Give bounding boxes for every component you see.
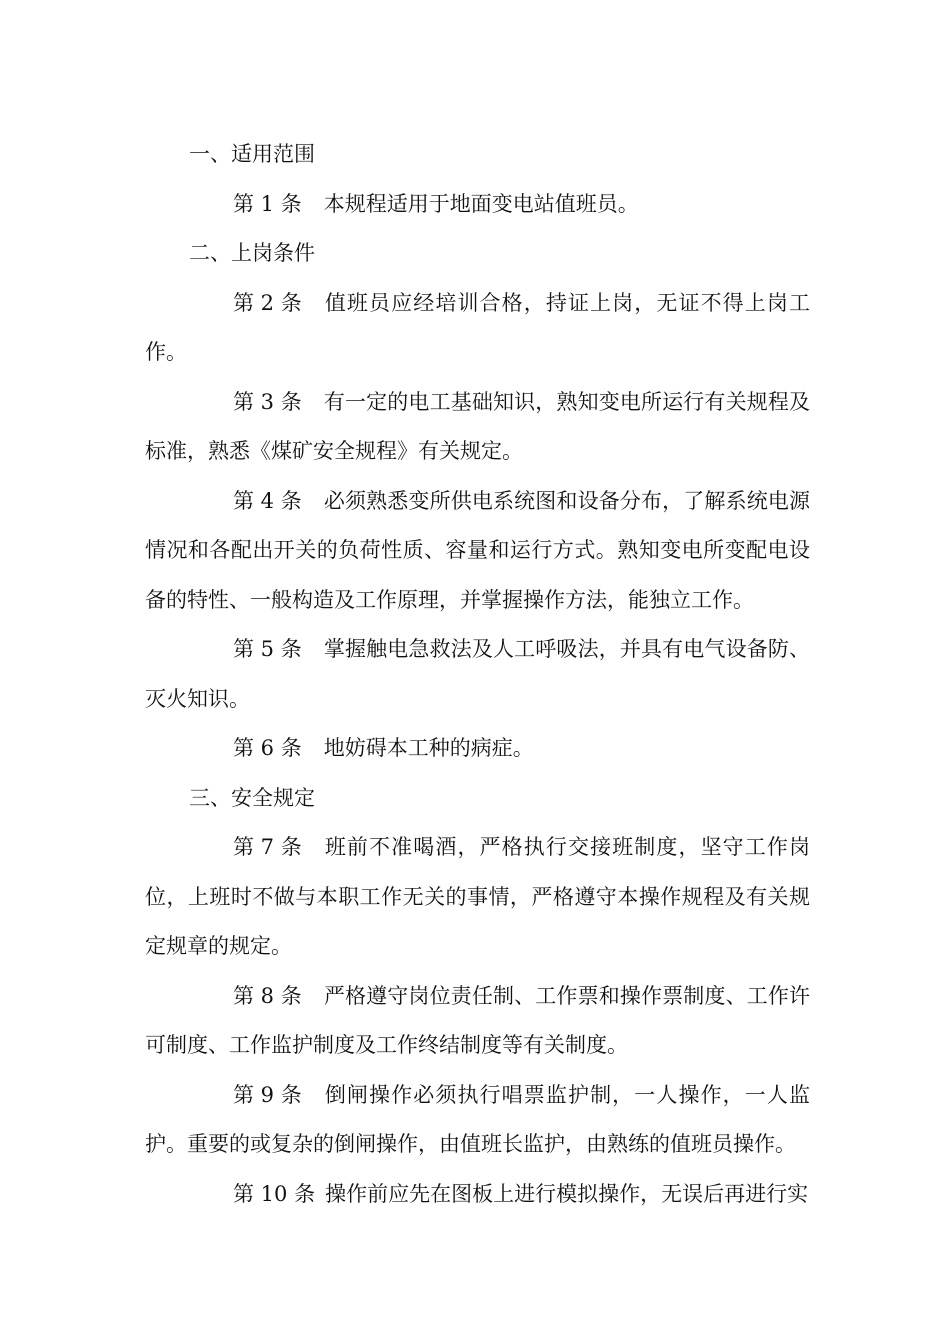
paragraph-text: 二、上岗条件: [189, 241, 315, 265]
article-label: 第 9 条: [233, 1082, 302, 1107]
paragraph-text: 值班员应经培训合格，持证上岗，无证不得上岗工作。: [145, 290, 810, 364]
article-paragraph: [145, 378, 810, 477]
paragraph-text: 有一定的电工基础知识，熟知变电所运行有关规程及标准，熟悉《煤矿安全规程》有关规定。: [145, 389, 810, 463]
article-label: 第 7 条: [233, 835, 302, 859]
document-body: [145, 130, 810, 1219]
article-label: 第 2 条: [233, 290, 302, 315]
article-paragraph: [145, 279, 810, 378]
article-paragraph: [145, 823, 810, 972]
article-paragraph: [145, 724, 810, 774]
paragraph-text: 严格遵守岗位责任制、工作票和操作票制度、工作许可制度、工作监护制度及工作终结制度等有关制度。: [145, 983, 810, 1057]
paragraph-text: 必须熟悉变所供电系统图和设备分布，了解系统电源情况和各配出开关的负荷性质、容量和运行方式。熟知变电所变配电设备的特性、一般构造及工作原理，并掌握操作方法，能独立工作。: [145, 488, 810, 612]
article-paragraph: [145, 477, 810, 626]
article-paragraph: [145, 180, 810, 230]
paragraph-text: 三、安全规定: [189, 785, 315, 810]
article-paragraph: [145, 625, 810, 724]
section-heading: [145, 229, 810, 279]
article-paragraph: [145, 1170, 810, 1220]
article-label: 第 10 条: [233, 1181, 316, 1206]
paragraph-text: 班前不准喝酒，严格执行交接班制度，坚守工作岗位，上班时不做与本职工作无关的事情，严格遵守本操作规程及有关规定规章的规定。: [145, 835, 810, 958]
section-heading: [145, 130, 810, 180]
article-label: 第 3 条: [233, 389, 302, 414]
article-paragraph: [145, 1071, 810, 1170]
paragraph-text: 本规程适用于地面变电站值班员。: [323, 191, 639, 216]
paragraph-text: 一、适用范围: [189, 142, 315, 166]
paragraph-text: 倒闸操作必须执行唱票监护制，一人操作，一人监护。重要的或复杂的倒闸操作，由值班长监护，由熟练的值班员操作。: [145, 1082, 810, 1156]
article-paragraph: [145, 972, 810, 1071]
article-label: 第 1 条: [233, 191, 302, 216]
article-label: 第 6 条: [233, 736, 302, 760]
paragraph-text: 操作前应先在图板上进行模拟操作，无误后再进行实: [325, 1181, 809, 1206]
paragraph-text: 地妨碍本工种的病症。: [323, 736, 534, 760]
paragraph-text: 掌握触电急救法及人工呼吸法，并具有电气设备防、灭火知识。: [145, 637, 810, 711]
article-label: 第 4 条: [233, 488, 302, 513]
article-label: 第 8 条: [233, 983, 302, 1008]
article-label: 第 5 条: [233, 637, 302, 661]
section-heading: [145, 774, 810, 824]
